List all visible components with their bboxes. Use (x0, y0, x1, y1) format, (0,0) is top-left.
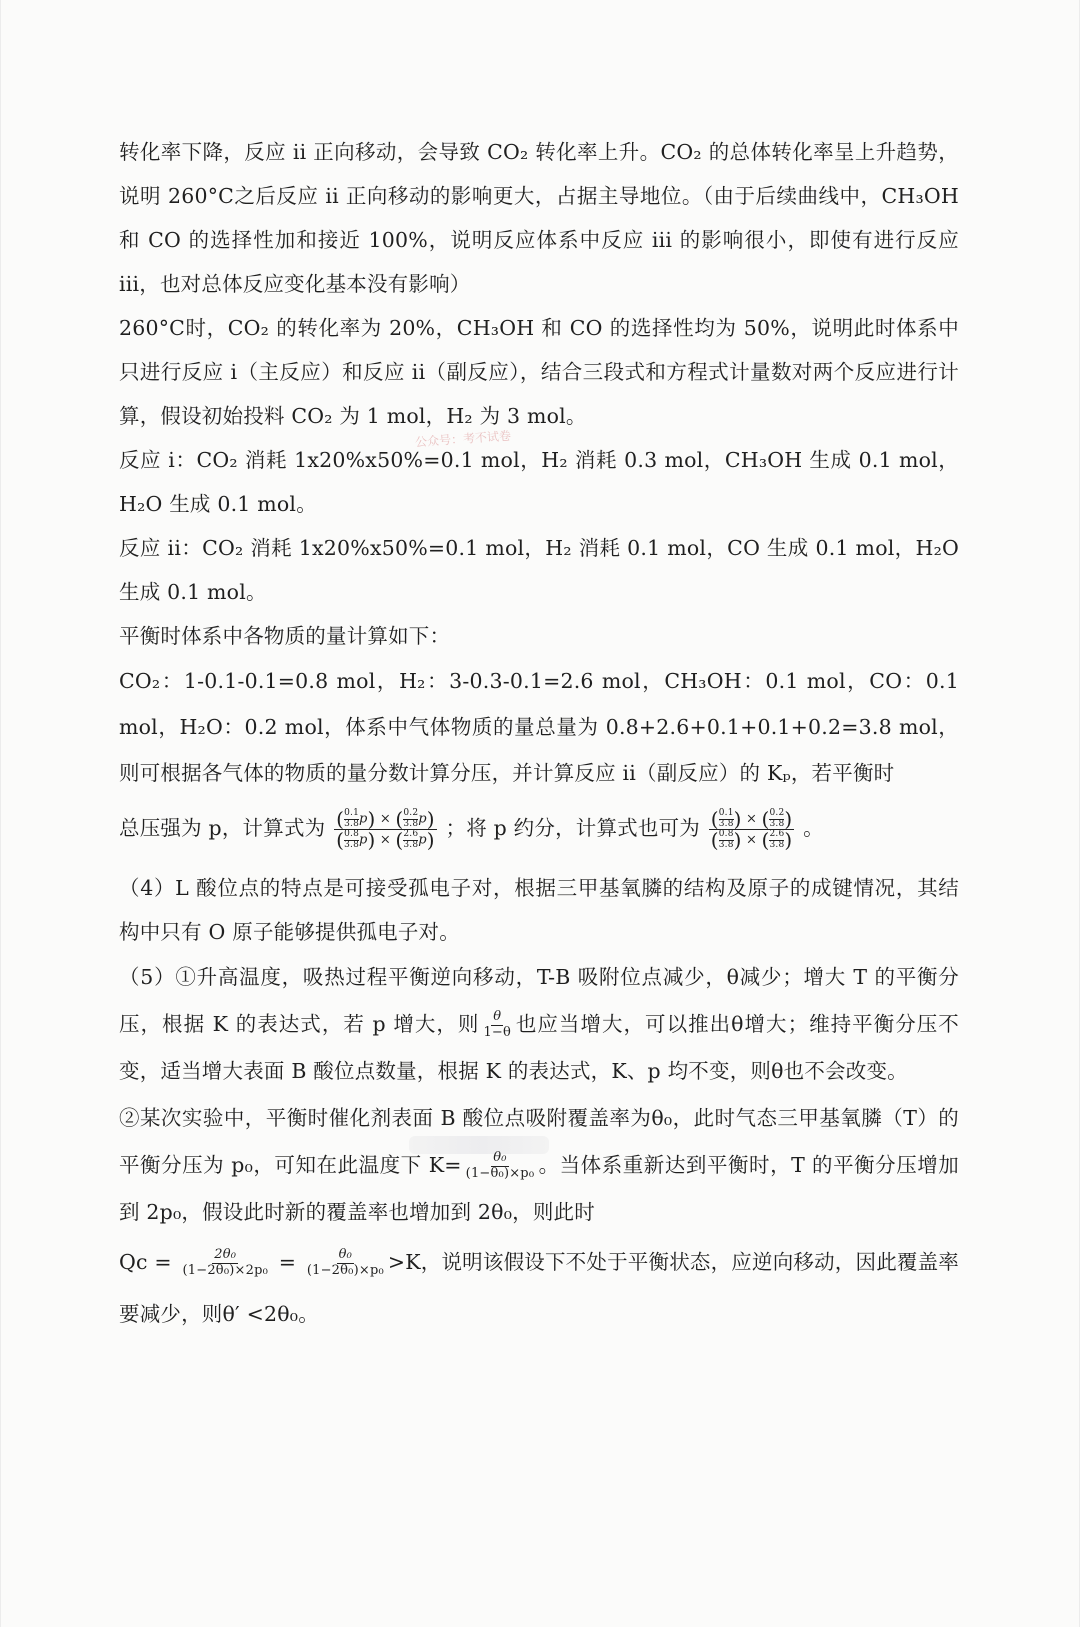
paragraph-reaction-ii: 反应 ii：CO₂ 消耗 1x20%x50%=0.1 mol，H₂ 消耗 0.1 mol，CO 生成 0.1 mol，H₂O 生成 0.1 mol。 (119, 536, 959, 604)
qc-fraction-2: $\frac{\text{θ₀}}{\text{(1−2θ₀)×p₀}}$ (306, 1247, 384, 1278)
theta-fraction: $\frac{\theta}{1-\theta}$ (483, 1009, 512, 1040)
paragraph-qc-expression: Qc = $\frac{\text{2θ₀}}{\text{(1−2θ₀)×2p₀}}$ = $\frac{\text{θ₀}}{\text{(1−2θ₀)×p₀}}$ >K，说明该假设下不处于平衡状态，应逆向移动，因此覆盖率要减少，则θ′ <2θ₀。 (119, 1247, 959, 1326)
watermark: 公众号：考不试卷 (414, 428, 512, 450)
kp-end-text: 。 (803, 816, 824, 840)
kp-formula-with-p: ( $\frac{0.1}{3.8}$ p) × ( $\frac{0.2}{3.8}$ p) ( $\frac{0.8}{3.8}$ p) × ( $\frac{2.6}{3.8}$ p) (336, 807, 435, 852)
paragraph-reaction-analysis: 转化率下降，反应 ii 正向移动，会导致 CO₂ 转化率上升。CO₂ 的总体转化率呈上升趋势，说明 260°C之后反应 ii 正向移动的影响更大，占据主导地位。（由于后续曲线中，CH₃OH 和 CO 的选择性加和接近 100%，说明反应体系中反应 iii 的影响很小，即使有进行反应 iii，也对总体反应变化基本没有影响） (119, 140, 959, 296)
document-body (119, 130, 959, 1340)
paragraph-question-5-part1: （5）①升高温度，吸热过程平衡逆向移动，T-B 吸附位点减少，θ减少；增大 T 的平衡分压，根据 K 的表达式，若 p 增大，则 $\frac{\theta}{1-\theta}$ 也应当增大，可以推出θ增大；维持平衡分压不变，适当增大表面 B 酸位点数量，根据 K 的表达式，K、p 均不变，则θ也不会改变。 (119, 965, 959, 1083)
paragraph-question-5-part2: ②某次实验中，平衡时催化剂表面 B 酸位点吸附覆盖率为θ₀，此时气态三甲基氧膦（T）的平衡分压为 p₀，可知在此温度下 K= $\frac{\text{θ₀}}{\text{(1−θ₀)×p₀}}$ 。当体系重新达到平衡时，T 的平衡分压增加到 2p₀，假设此时新的覆盖率也增加到 2θ₀，则此时 (119, 1106, 960, 1224)
paragraph-reaction-i: 反应 i：CO₂ 消耗 1x20%x50%=0.1 mol，H₂ 消耗 0.3 mol，CH₃OH 生成 0.1 mol，H₂O 生成 0.1 mol。 (119, 448, 959, 516)
paragraph-260c-condition: 260°C时，CO₂ 的转化率为 20%，CH₃OH 和 CO 的选择性均为 50%，说明此时体系中只进行反应 i（主反应）和反应 ii（副反应），结合三段式和方程式计量数对两个反应进行计算，假设初始投料 CO₂ 为 1 mol，H₂ 为 3 mol。 (119, 316, 959, 428)
kp-middle-text: ；将 p 约分，计算式也可为 (445, 816, 700, 840)
kp-lead-text: 总压强为 p，计算式为 (119, 816, 326, 840)
paragraph-equilibrium-intro: 平衡时体系中各物质的量计算如下： (119, 624, 451, 648)
paragraph-kp-expression (119, 796, 959, 860)
paragraph-equilibrium-amounts: CO₂：1-0.1-0.1=0.8 mol，H₂：3-0.3-0.1=2.6 mol，CH₃OH：0.1 mol，CO：0.1 mol，H₂O：0.2 mol，体系中气体物质的量总量为 0.8+2.6+0.1+0.1+0.2=3.8 mol，则可根据各气体的物质的量分数计算分压，并计算反应 ii（副反应）的 Kₚ，若平衡时 (119, 669, 959, 785)
paragraph-question-4: （4）L 酸位点的特点是可接受孤电子对，根据三甲基氧膦的结构及原子的成键情况，其结构中只有 O 原子能够提供孤电子对。 (119, 876, 959, 944)
kp-formula-simplified: ( $\frac{0.1}{3.8}$ ) × ( $\frac{0.2}{3.8}$ ) ( $\frac{0.8}{3.8}$ ) × ( $\frac{2.6}{3.8}$ ) (710, 807, 793, 852)
k-fraction: $\frac{\text{θ₀}}{\text{(1−θ₀)×p₀}}$ (465, 1150, 535, 1181)
qc-fraction-1: $\frac{\text{2θ₀}}{\text{(1−2θ₀)×2p₀}}$ (182, 1247, 269, 1278)
